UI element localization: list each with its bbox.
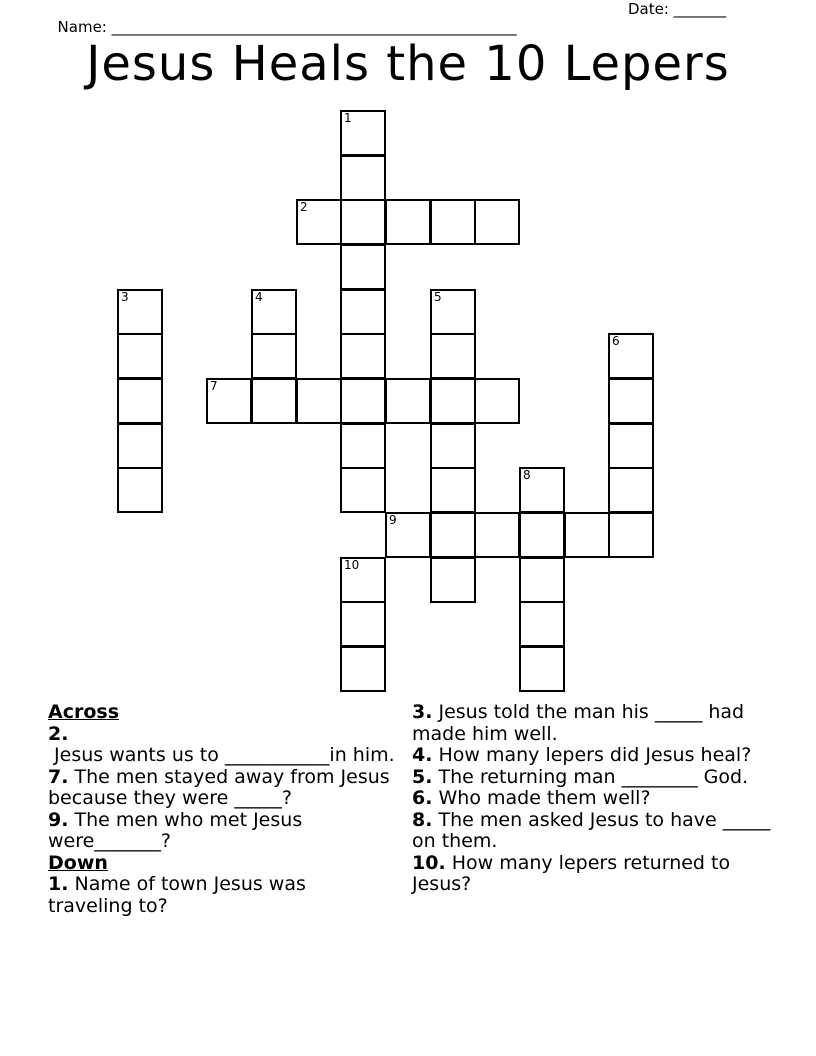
name-field[interactable]: Name: ______________________________________________________ bbox=[57, 18, 517, 36]
clue-across-7 bbox=[48, 767, 393, 810]
clue-text: The returning man ________ God. bbox=[432, 765, 749, 788]
crossword-cell[interactable] bbox=[430, 333, 476, 379]
page-title: Jesus Heals the 10 Lepers bbox=[86, 36, 730, 92]
crossword-cell[interactable] bbox=[430, 199, 476, 245]
crossword-cell[interactable] bbox=[608, 333, 654, 379]
crossword-cell[interactable] bbox=[519, 646, 565, 692]
crossword-cell[interactable] bbox=[385, 378, 431, 424]
crossword-cell[interactable] bbox=[117, 467, 163, 513]
crossword-cell[interactable] bbox=[340, 155, 386, 201]
crossword-cell[interactable] bbox=[385, 512, 431, 558]
crossword-cell[interactable] bbox=[430, 467, 476, 513]
cell-number: 4 bbox=[255, 290, 263, 304]
crossword-cell[interactable] bbox=[340, 423, 386, 469]
crossword-cell[interactable] bbox=[474, 199, 520, 245]
crossword-cell[interactable] bbox=[474, 378, 520, 424]
crossword-cell[interactable] bbox=[340, 333, 386, 379]
crossword-cell[interactable] bbox=[608, 378, 654, 424]
clue-text: Name of town Jesus was traveling to? bbox=[48, 873, 306, 917]
clue-number: 3. bbox=[412, 701, 433, 723]
crossword-cell[interactable] bbox=[564, 512, 610, 558]
clue-text: Who made them well? bbox=[432, 787, 651, 809]
crossword-cell[interactable] bbox=[340, 467, 386, 513]
clue-number: 2. bbox=[48, 722, 69, 745]
clue-down-6 bbox=[412, 788, 772, 810]
crossword-cell[interactable] bbox=[430, 289, 476, 335]
clue-down-4 bbox=[412, 745, 772, 767]
clue-number: 8. bbox=[412, 808, 433, 831]
clue-number: 10. bbox=[412, 851, 446, 874]
crossword-cell[interactable] bbox=[608, 467, 654, 513]
clue-down-3 bbox=[412, 702, 772, 745]
clues-right-column bbox=[412, 702, 772, 896]
crossword-cell[interactable] bbox=[519, 557, 565, 603]
crossword-cell[interactable] bbox=[340, 378, 386, 424]
crossword-cell[interactable] bbox=[340, 646, 386, 692]
cell-number: 1 bbox=[344, 111, 352, 125]
clue-number: 1. bbox=[48, 873, 69, 895]
crossword-cell[interactable] bbox=[519, 601, 565, 647]
crossword-cell[interactable] bbox=[519, 467, 565, 513]
down-heading: Down bbox=[48, 851, 108, 874]
cell-number: 5 bbox=[434, 290, 442, 304]
clue-down-1 bbox=[48, 874, 393, 917]
clue-text: How many lepers returned to Jesus? bbox=[412, 851, 731, 895]
crossword-cell[interactable] bbox=[430, 378, 476, 424]
date-field[interactable]: Date: _______ bbox=[628, 0, 727, 18]
cell-number: 9 bbox=[389, 513, 397, 527]
cell-number: 10 bbox=[344, 558, 360, 572]
crossword-cell[interactable] bbox=[296, 199, 342, 245]
clue-down-8 bbox=[412, 810, 772, 853]
crossword-cell[interactable] bbox=[340, 110, 386, 156]
across-heading: Across bbox=[48, 701, 120, 723]
crossword-cell[interactable] bbox=[430, 557, 476, 603]
clue-number: 9. bbox=[48, 808, 69, 831]
clue-text: Jesus told the man his _____ had made him well. bbox=[412, 701, 745, 745]
clue-number: 7. bbox=[48, 765, 69, 788]
crossword-cell[interactable] bbox=[340, 601, 386, 647]
crossword-cell[interactable] bbox=[206, 378, 252, 424]
crossword-cell[interactable] bbox=[474, 512, 520, 558]
crossword-cell[interactable] bbox=[608, 423, 654, 469]
crossword-cell[interactable] bbox=[430, 512, 476, 558]
clues-left-column bbox=[48, 702, 393, 917]
clue-text: The men who met Jesus were_______? bbox=[48, 808, 303, 852]
clue-number: 4. bbox=[412, 744, 433, 766]
clue-number: 5. bbox=[412, 765, 433, 788]
crossword-cell[interactable] bbox=[117, 423, 163, 469]
crossword-cell[interactable] bbox=[117, 333, 163, 379]
crossword-cell[interactable] bbox=[340, 557, 386, 603]
crossword-cell[interactable] bbox=[340, 244, 386, 290]
clue-text: The men stayed away from Jesus because they were _____? bbox=[48, 765, 390, 809]
clue-across-9 bbox=[48, 810, 393, 853]
crossword-cell[interactable] bbox=[117, 289, 163, 335]
clue-across-2 bbox=[48, 724, 393, 767]
crossword-cell[interactable] bbox=[519, 512, 565, 558]
cell-number: 2 bbox=[300, 200, 308, 214]
crossword-cell[interactable] bbox=[251, 378, 297, 424]
crossword-cell[interactable] bbox=[340, 199, 386, 245]
crossword-cell[interactable] bbox=[251, 289, 297, 335]
crossword-cell[interactable] bbox=[385, 199, 431, 245]
crossword-cell[interactable] bbox=[296, 378, 342, 424]
clue-text: How many lepers did Jesus heal? bbox=[432, 744, 752, 766]
clue-text: Jesus wants us to ___________in him. bbox=[48, 744, 395, 766]
clue-down-5 bbox=[412, 767, 772, 789]
clue-number: 6. bbox=[412, 787, 433, 809]
cell-number: 3 bbox=[121, 290, 129, 304]
crossword-cell[interactable] bbox=[340, 289, 386, 335]
cell-number: 6 bbox=[612, 334, 620, 348]
cell-number: 7 bbox=[210, 379, 218, 393]
clue-text: The men asked Jesus to have _____ on them. bbox=[412, 808, 771, 852]
clue-down-10 bbox=[412, 853, 772, 896]
crossword-cell[interactable] bbox=[251, 333, 297, 379]
crossword-cell[interactable] bbox=[117, 378, 163, 424]
crossword-cell[interactable] bbox=[430, 423, 476, 469]
cell-number: 8 bbox=[523, 468, 531, 482]
crossword-cell[interactable] bbox=[608, 512, 654, 558]
